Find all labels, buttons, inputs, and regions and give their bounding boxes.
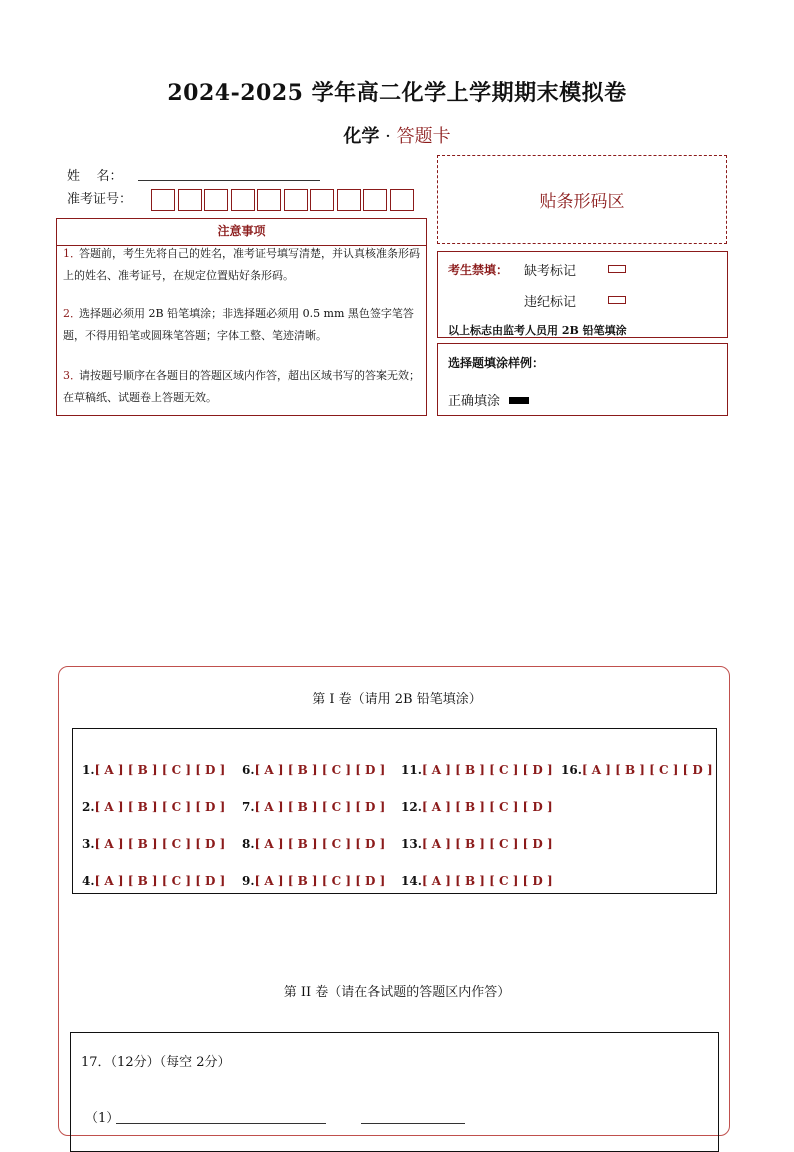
note-item xyxy=(63,243,423,287)
option-bubbles[interactable]: [ A ] [ B ] [ C ] [ D ] xyxy=(581,763,713,777)
absent-mark-box[interactable] xyxy=(608,265,626,273)
option-bubbles[interactable]: [ A ] [ B ] [ C ] [ D ] xyxy=(421,874,553,888)
question-number: 16. xyxy=(561,763,582,777)
choice-question-6[interactable] xyxy=(242,763,385,777)
note-item xyxy=(63,365,423,409)
question-number: 13. xyxy=(401,837,422,851)
question-number: 7. xyxy=(242,800,255,814)
choice-grid xyxy=(72,728,717,894)
name-label: 姓 名： xyxy=(67,169,123,184)
id-digit-box[interactable] xyxy=(337,189,361,211)
id-digit-box[interactable] xyxy=(363,189,387,211)
barcode-area: 贴条形码区 xyxy=(437,155,727,244)
subtitle xyxy=(0,122,794,148)
question-number: 11. xyxy=(401,763,422,777)
question-number: 12. xyxy=(401,800,422,814)
question-number: 9. xyxy=(242,874,255,888)
question-number: 3. xyxy=(82,837,95,851)
option-bubbles[interactable]: [ A ] [ B ] [ C ] [ D ] xyxy=(254,800,386,814)
note-text: 请按题号顺序在各题目的答题区域内作答，超出区域书写的答案无效；在草稿纸、试题卷上答题无效。 xyxy=(63,369,420,404)
id-number-boxes[interactable] xyxy=(151,189,416,211)
examinee-label: 考生禁填： xyxy=(448,263,509,277)
id-digit-box[interactable] xyxy=(310,189,334,211)
notes-heading: 注意事项 xyxy=(57,219,426,246)
id-digit-box[interactable] xyxy=(257,189,281,211)
option-bubbles[interactable]: [ A ] [ B ] [ C ] [ D ] xyxy=(254,837,386,851)
question-17-title: 17．（12分）（每空 2分） xyxy=(81,1055,231,1070)
name-field[interactable] xyxy=(138,180,320,181)
choice-question-11[interactable] xyxy=(401,763,553,777)
note-number: 1． xyxy=(63,247,81,260)
absent-label: 缺考标记 xyxy=(524,264,577,279)
choice-question-13[interactable] xyxy=(401,837,553,851)
violation-mark-box[interactable] xyxy=(608,296,626,304)
question-number: 1. xyxy=(82,763,95,777)
section2-title: 第 II 卷（请在各试题的答题区内作答） xyxy=(283,985,511,1000)
section1-title: 第 I 卷（请用 2B 铅笔填涂） xyxy=(312,692,482,707)
note-item xyxy=(63,303,423,347)
question-number: 4. xyxy=(82,874,95,888)
option-bubbles[interactable]: [ A ] [ B ] [ C ] [ D ] xyxy=(254,763,386,777)
choice-question-3[interactable] xyxy=(82,837,225,851)
note-text: 答题前，考生先将自己的姓名，准考证号填写清楚，并认真核准条形码上的姓名、准考证号，在规定位置贴好条形码。 xyxy=(63,247,420,282)
note-number: 3． xyxy=(63,369,81,382)
option-bubbles[interactable]: [ A ] [ B ] [ C ] [ D ] xyxy=(94,837,226,851)
note-text: 选择题必须用 2B 铅笔填涂；非选择题必须用 0.5 mm 黑色签字笔答题，不得用铅笔或圆珠笔答题；字体工整、笔迹清晰。 xyxy=(63,307,414,342)
answer-blank[interactable] xyxy=(361,1123,465,1124)
sub-question-label: （1） xyxy=(85,1111,120,1126)
answer-blank[interactable] xyxy=(116,1123,326,1124)
option-bubbles[interactable]: [ A ] [ B ] [ C ] [ D ] xyxy=(254,874,386,888)
choice-question-4[interactable] xyxy=(82,874,225,888)
question-number: 14. xyxy=(401,874,422,888)
choice-question-8[interactable] xyxy=(242,837,385,851)
choice-question-16[interactable] xyxy=(561,763,713,777)
choice-question-2[interactable] xyxy=(82,800,225,814)
violation-label: 违纪标记 xyxy=(524,295,577,310)
id-digit-box[interactable] xyxy=(178,189,202,211)
id-label: 准考证号： xyxy=(67,192,133,207)
sample-title: 选择题填涂样例： xyxy=(448,356,545,370)
option-bubbles[interactable]: [ A ] [ B ] [ C ] [ D ] xyxy=(94,874,226,888)
choice-question-7[interactable] xyxy=(242,800,385,814)
examinee-panel xyxy=(437,251,728,338)
choice-question-1[interactable] xyxy=(82,763,225,777)
subject-label: 化学 xyxy=(343,126,380,147)
option-bubbles[interactable]: [ A ] [ B ] [ C ] [ D ] xyxy=(421,763,553,777)
subtitle-dot: · xyxy=(385,126,391,147)
card-label: 答题卡 xyxy=(396,126,451,147)
id-digit-box[interactable] xyxy=(390,189,414,211)
choice-question-9[interactable] xyxy=(242,874,385,888)
option-bubbles[interactable]: [ A ] [ B ] [ C ] [ D ] xyxy=(421,837,553,851)
note-number: 2． xyxy=(63,307,81,320)
id-digit-box[interactable] xyxy=(284,189,308,211)
option-bubbles[interactable]: [ A ] [ B ] [ C ] [ D ] xyxy=(94,763,226,777)
fill-sample-panel xyxy=(437,343,728,416)
option-bubbles[interactable]: [ A ] [ B ] [ C ] [ D ] xyxy=(94,800,226,814)
question-number: 8. xyxy=(242,837,255,851)
question-number: 6. xyxy=(242,763,255,777)
id-digit-box[interactable] xyxy=(231,189,255,211)
id-digit-box[interactable] xyxy=(204,189,228,211)
option-bubbles[interactable]: [ A ] [ B ] [ C ] [ D ] xyxy=(421,800,553,814)
filled-mark-sample xyxy=(509,397,529,404)
sample-correct-label: 正确填涂 xyxy=(448,394,501,409)
id-digit-box[interactable] xyxy=(151,189,175,211)
question-17-area xyxy=(70,1032,719,1152)
page-title: 2024-2025 学年高二化学上学期期末模拟卷 xyxy=(167,80,627,106)
choice-question-14[interactable] xyxy=(401,874,553,888)
question-number: 2. xyxy=(82,800,95,814)
choice-question-12[interactable] xyxy=(401,800,553,814)
examinee-note: 以上标志由监考人员用 2B 铅笔填涂 xyxy=(448,324,627,337)
notes-panel xyxy=(56,218,427,416)
